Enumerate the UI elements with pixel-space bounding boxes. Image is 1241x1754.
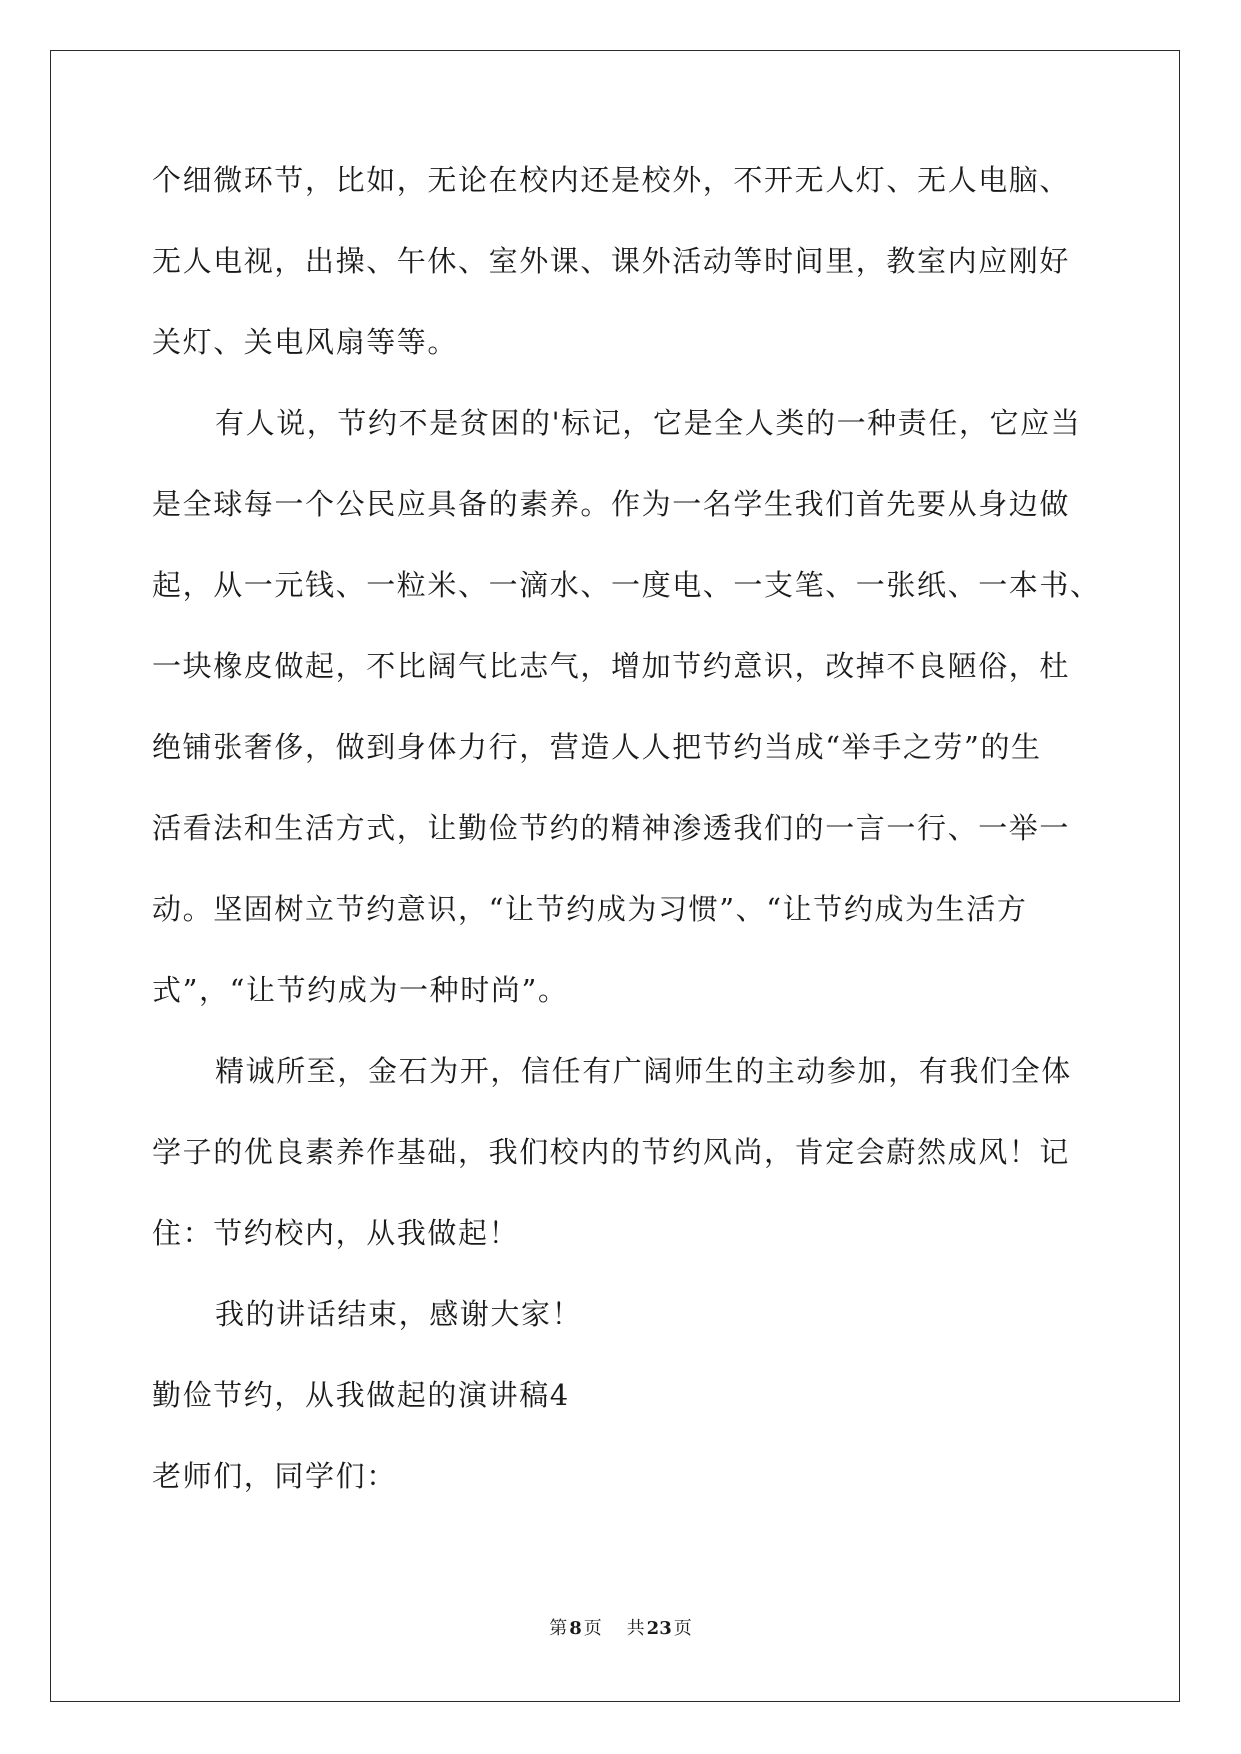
paragraph-start: 有人说，节约不是贫困的'标记，它是全人类的一种责任，它应当 [215,406,1082,440]
footer-prefix: 第 [549,1618,568,1639]
text-line: 绝铺张奢侈，做到身体力行，营造人人把节约当成“举手之劳”的生 [152,730,1042,764]
paragraph-start: 精诚所至，金石为开，信任有广阔师生的主动参加，有我们全体 [215,1054,1072,1088]
closing-remark: 我的讲话结束，感谢大家！ [215,1297,583,1331]
text-line: 学子的优良素养作基础，我们校内的节约风尚，肯定会蔚然成风！记 [152,1135,1071,1169]
footer-total-prefix: 共 [626,1618,645,1639]
total-pages-number: 23 [646,1618,672,1639]
footer-total-suffix: 页 [673,1618,692,1639]
text-line: 关灯、关电风扇等等。 [152,325,459,359]
page-footer [0,1614,1241,1640]
text-line: 动。坚固树立节约意识，“让节约成为习惯”、“让节约成为生活方 [152,892,1028,926]
text-line: 无人电视，出操、午休、室外课、课外活动等时间里，教室内应刚好 [152,244,1071,278]
text-line: 起，从一元钱、一粒米、一滴水、一度电、一支笔、一张纸、一本书、 [152,568,1101,602]
text-line: 是全球每一个公民应具备的素养。作为一名学生我们首先要从身边做 [152,487,1071,521]
text-line: 活看法和生活方式，让勤俭节约的精神渗透我们的一言一行、一举一 [152,811,1071,845]
section-heading: 勤俭节约，从我做起的演讲稿4 [152,1378,570,1412]
text-line: 一块橡皮做起，不比阔气比志气，增加节约意识，改掉不良陋俗，杜 [152,649,1071,683]
text-line: 住：节约校内，从我做起！ [152,1216,520,1250]
text-line: 式”，“让节约成为一种时尚”。 [152,973,569,1007]
current-page-number: 8 [569,1618,582,1639]
document-body [152,160,1112,1537]
text-line: 个细微环节，比如，无论在校内还是校外，不开无人灯、无人电脑、 [152,163,1071,197]
footer-page-suffix: 页 [583,1618,602,1639]
salutation: 老师们，同学们： [152,1459,397,1493]
